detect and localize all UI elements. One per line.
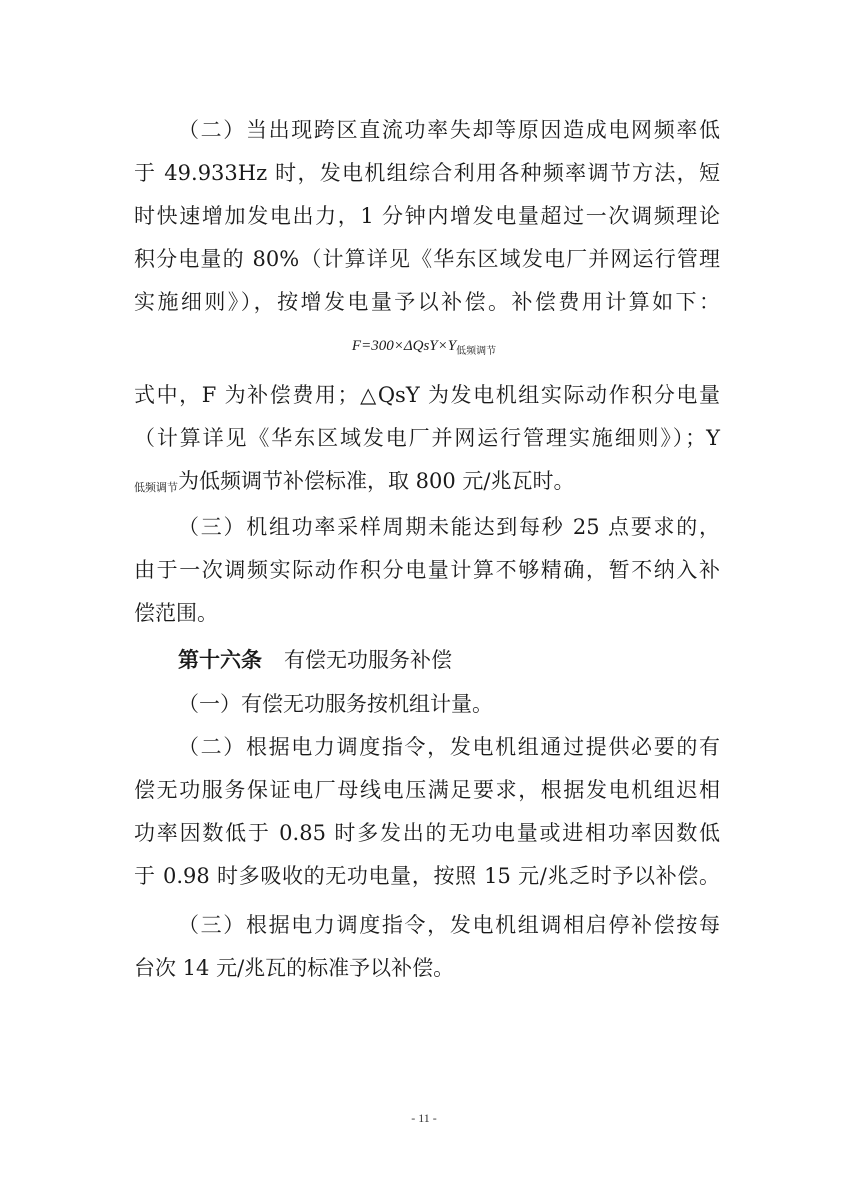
art16-item-3-line-2: 台次 14 元/兆瓦的标准予以补偿。 <box>134 956 455 980</box>
article-16-heading <box>178 645 720 675</box>
explain-line-3 <box>134 466 720 503</box>
article-16-subtitle: 有偿无功服务补偿 <box>284 648 452 672</box>
art16-item-2-line-3: 功率因数低于 0.85 时多发出的无功电量或进相功率因数低 <box>134 821 720 845</box>
page-number: - 11 - <box>411 1111 437 1125</box>
para-2-line-3: 时快速增加发电出力，1 分钟内增发电量超过一次调频理论 <box>134 204 720 228</box>
explain-text: 为低频调节补偿标准，取 800 元/兆瓦时。 <box>178 469 575 493</box>
art16-item-2-line-4: 于 0.98 时多吸收的无功电量，按照 15 元/兆乏时予以补偿。 <box>134 864 720 888</box>
formula-subscript: 低频调节 <box>456 346 497 357</box>
explain-subscript: 低频调节 <box>134 481 178 494</box>
para-3-line-2: 由于一次调频实际动作积分电量计算不够精确，暂不纳入补 <box>134 558 720 582</box>
compensation-formula <box>0 335 848 363</box>
para-2-line-1: （二）当出现跨区直流功率失却等原因造成电网频率低 <box>178 118 720 142</box>
explain-line-2: （计算详见《华东区域发电厂并网运行管理实施细则》）；Y <box>134 426 720 450</box>
para-3-line-1: （三）机组功率采样周期未能达到每秒 25 点要求的， <box>178 515 720 539</box>
para-2-line-5: 实施细则》），按增发电量予以补偿。补偿费用计算如下： <box>134 290 720 314</box>
formula-main: F=300×ΔQsY×Y <box>351 338 457 354</box>
art16-item-2-line-1: （二）根据电力调度指令，发电机组通过提供必要的有 <box>178 735 720 759</box>
art16-item-1: （一）有偿无功服务按机组计量。 <box>178 692 493 716</box>
para-3-line-3: 偿范围。 <box>134 601 218 625</box>
para-2-line-4: 积分电量的 80%（计算详见《华东区域发电厂并网运行管理 <box>134 247 720 271</box>
article-16-title: 第十六条 <box>178 648 262 672</box>
art16-item-2-line-2: 偿无功服务保证电厂母线电压满足要求，根据发电机组迟相 <box>134 778 720 802</box>
art16-item-3-line-1: （三）根据电力调度指令，发电机组调相启停补偿按每 <box>178 913 720 937</box>
explain-line-1: 式中，F 为补偿费用；△QsY 为发电机组实际动作积分电量 <box>134 383 720 407</box>
para-2-line-2: 于 49.933Hz 时，发电机组综合利用各种频率调节方法，短 <box>134 161 720 185</box>
